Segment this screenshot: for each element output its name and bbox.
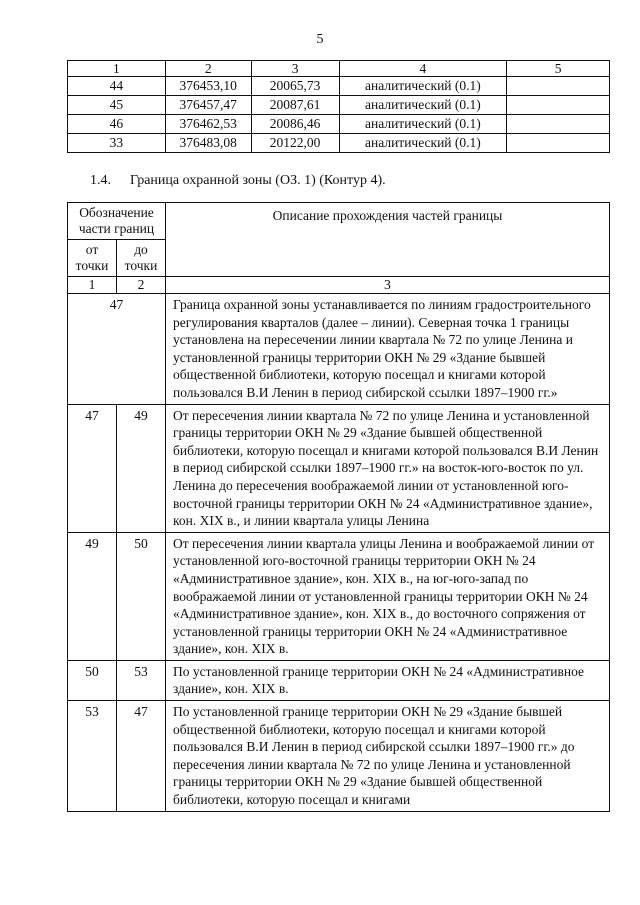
page-number: 5 xyxy=(316,32,324,47)
col-header: 3 xyxy=(251,61,339,77)
to-point-cell: 50 xyxy=(117,532,166,660)
designation-header: Обозначение части границ xyxy=(68,203,166,240)
table-row xyxy=(68,77,610,96)
method-cell: аналитический (0.1) xyxy=(339,96,507,115)
table-header-row xyxy=(68,203,610,240)
description-header: Описание прохождения частей границы xyxy=(166,203,610,277)
x-cell: 376457,47 xyxy=(165,96,251,115)
description-cell xyxy=(507,77,610,96)
column-number: 3 xyxy=(166,277,610,294)
table-row xyxy=(68,660,610,700)
table-row xyxy=(68,134,610,153)
y-cell: 20087,61 xyxy=(251,96,339,115)
to-point-cell: 49 xyxy=(117,404,166,532)
table-row xyxy=(68,404,610,532)
x-cell: 376453,10 xyxy=(165,77,251,96)
section-heading xyxy=(90,173,386,189)
y-cell: 20065,73 xyxy=(251,77,339,96)
col-header: 4 xyxy=(339,61,507,77)
from-point-cell: 53 xyxy=(68,701,117,812)
col-header: 1 xyxy=(68,61,166,77)
column-numbers-row xyxy=(68,277,610,294)
boundary-description: От пересечения линии квартала улицы Ленина и воображаемой линии от установленной юго-восточной границы территории ОКН № 24 «Административное здание», кон. XIX в., на юг-юго-запад по воображаемой линии от установленной границы территории ОКН № 24 «Административное здание», кон. XIX в., до восточного сопряжения от установленной границы территории ОКН № 24 «Административное здание», кон. XIX в. xyxy=(166,532,610,660)
x-cell: 376483,08 xyxy=(165,134,251,153)
from-point-cell: 49 xyxy=(68,532,117,660)
point-cell: 33 xyxy=(68,134,166,153)
table-header-row xyxy=(68,61,610,77)
x-cell: 376462,53 xyxy=(165,115,251,134)
table-row xyxy=(68,96,610,115)
from-point-cell: 47 xyxy=(68,404,117,532)
coordinates-table xyxy=(67,60,610,153)
boundary-description: По установленной границе территории ОКН № 29 «Здание бывшей общественной библиотеки, которую посещал и книгами которой пользовался В.И Ленин в период сибирской ссылки 1897–1900 гг.» до пересечения линии квартала № 72 по улице Ленина и установленной границы территории ОКН № 29 «Здание бывшей общественной библиотеки, которую посещал и книгами xyxy=(166,701,610,812)
column-number: 2 xyxy=(117,277,166,294)
point-cell: 45 xyxy=(68,96,166,115)
y-cell: 20086,46 xyxy=(251,115,339,134)
method-cell: аналитический (0.1) xyxy=(339,134,507,153)
description-cell xyxy=(507,96,610,115)
table-row xyxy=(68,115,610,134)
to-point-header: до точки xyxy=(117,240,166,277)
point-cell: 46 xyxy=(68,115,166,134)
boundary-description: По установленной границе территории ОКН № 24 «Административное здание», кон. XIX в. xyxy=(166,660,610,700)
boundary-description: Граница охранной зоны устанавливается по линиям градостроительного регулирования кварталов (далее – линии). Северная точка 1 границы установлена на пересечении линии квартала № 72 по улице Ленина и установленной границы территории ОКН № 29 «Здание бывшей общественной библиотеки, которую посещал и книгами которой пользовался В.И Ленин в период сибирской ссылки 1897–1900 гг.» xyxy=(166,294,610,405)
point-cell: 47 xyxy=(68,294,166,405)
point-cell: 44 xyxy=(68,77,166,96)
col-header: 2 xyxy=(165,61,251,77)
table-row xyxy=(68,701,610,812)
method-cell: аналитический (0.1) xyxy=(339,77,507,96)
to-point-cell: 47 xyxy=(117,701,166,812)
description-cell xyxy=(507,115,610,134)
from-point-header: от точки xyxy=(68,240,117,277)
from-point-cell: 50 xyxy=(68,660,117,700)
section-number: 1.4. xyxy=(90,173,111,188)
table-row xyxy=(68,532,610,660)
col-header: 5 xyxy=(507,61,610,77)
description-cell xyxy=(507,134,610,153)
boundary-table xyxy=(67,202,610,812)
method-cell: аналитический (0.1) xyxy=(339,115,507,134)
to-point-cell: 53 xyxy=(117,660,166,700)
section-title: Граница охранной зоны (ОЗ. 1) (Контур 4). xyxy=(130,173,386,188)
table-row xyxy=(68,294,610,405)
boundary-description: От пересечения линии квартала № 72 по улице Ленина и установленной границы территории ОКН № 29 «Здание бывшей общественной библиотеки, которую посещал и книгами которой пользовался В.И Ленин в период сибирской ссылки 1897–1900 гг.» на восток-юго-восток по ул. Ленина до пересечения воображаемой линии от установленной юго-восточной границы территории ОКН № 24 «Административное здание», кон. XIX в., и линии квартала улицы Ленина xyxy=(166,404,610,532)
column-number: 1 xyxy=(68,277,117,294)
y-cell: 20122,00 xyxy=(251,134,339,153)
